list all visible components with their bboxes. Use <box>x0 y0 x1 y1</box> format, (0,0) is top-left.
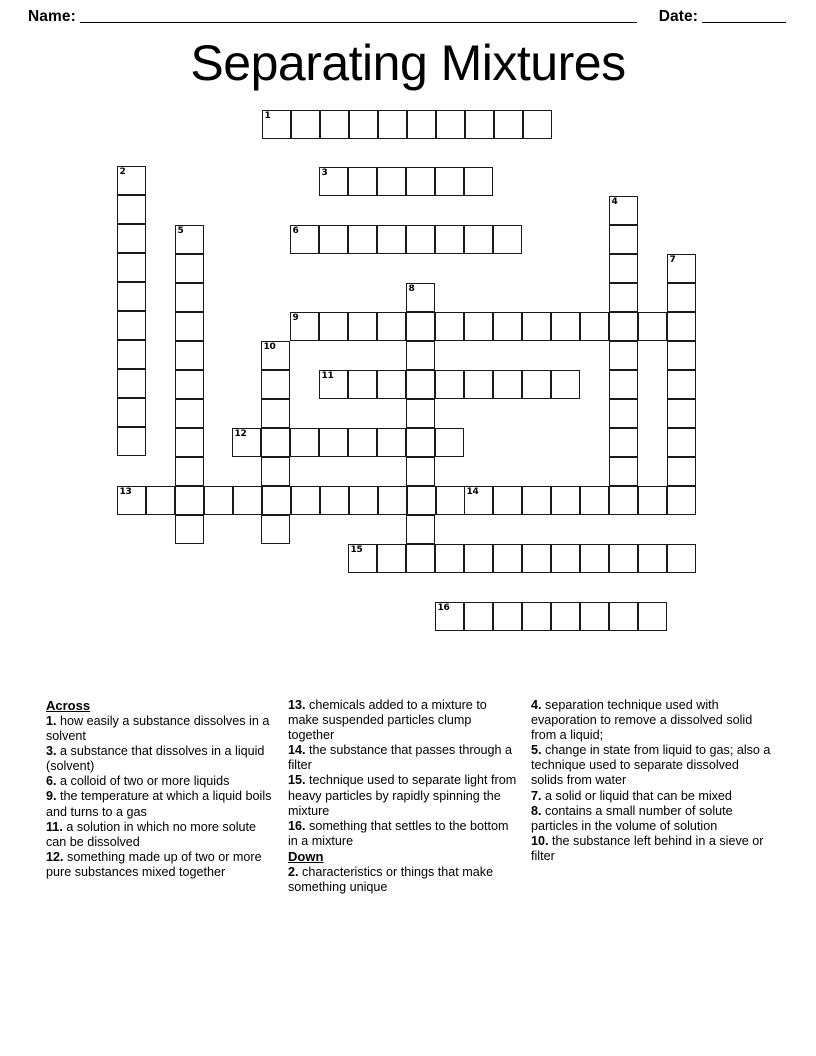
crossword-cell[interactable] <box>175 428 204 457</box>
crossword-cell[interactable] <box>493 486 522 515</box>
crossword-cell[interactable] <box>435 225 464 254</box>
crossword-cell[interactable] <box>290 225 319 254</box>
clue-item <box>531 804 772 834</box>
crossword-cell[interactable] <box>377 225 406 254</box>
crossword-cell[interactable] <box>464 225 493 254</box>
clue-item <box>531 834 772 864</box>
crossword-cell[interactable] <box>290 428 319 457</box>
crossword-cell[interactable] <box>522 312 551 341</box>
clue-number: 11. <box>46 819 67 834</box>
crossword-clue-number: 16 <box>437 603 450 613</box>
crossword-cell[interactable] <box>493 225 522 254</box>
crossword-cell[interactable] <box>580 312 609 341</box>
clue-number: 3. <box>46 744 61 759</box>
crossword-cell[interactable] <box>348 225 377 254</box>
crossword-cell[interactable] <box>175 370 204 399</box>
crossword-cell[interactable] <box>117 340 146 369</box>
crossword-clue-number: 3 <box>321 168 328 178</box>
crossword-cell[interactable] <box>348 428 377 457</box>
crossword-cell[interactable] <box>291 110 320 139</box>
crossword-cell[interactable] <box>406 312 435 341</box>
clue-number: 5. <box>531 743 546 758</box>
clue-number: 7. <box>531 788 546 803</box>
crossword-cell[interactable] <box>117 398 146 427</box>
down-heading: Down <box>288 848 324 864</box>
crossword-cell[interactable] <box>290 312 319 341</box>
crossword-cell[interactable] <box>580 544 609 573</box>
crossword-cell[interactable] <box>349 110 378 139</box>
crossword-cell[interactable] <box>551 486 580 515</box>
crossword-cell[interactable] <box>464 544 493 573</box>
clue-text: separation technique used with evaporation to remove a dissolved solid from a liquid; <box>531 698 753 743</box>
crossword-clue-number: 13 <box>119 487 132 497</box>
clue-number: 2. <box>288 864 303 879</box>
clue-item <box>46 850 278 880</box>
crossword-cell[interactable] <box>117 486 146 515</box>
crossword-cell[interactable] <box>406 515 435 544</box>
crossword-cell[interactable] <box>175 341 204 370</box>
crossword-cell[interactable] <box>609 457 638 486</box>
crossword-cell[interactable] <box>117 311 146 340</box>
crossword-cell[interactable] <box>638 602 667 631</box>
crossword-cell[interactable] <box>523 110 552 139</box>
crossword-clue-number: 14 <box>466 487 479 497</box>
crossword-cell[interactable] <box>609 196 638 225</box>
clue-number: 10. <box>531 833 553 848</box>
crossword-cell[interactable] <box>204 486 233 515</box>
clue-item <box>531 789 772 804</box>
crossword-cell[interactable] <box>667 341 696 370</box>
crossword-cell[interactable] <box>551 312 580 341</box>
crossword-cell[interactable] <box>406 341 435 370</box>
crossword-cell[interactable] <box>378 110 407 139</box>
crossword-cell[interactable] <box>638 312 667 341</box>
clue-number: 8. <box>531 803 546 818</box>
crossword-cell[interactable] <box>377 312 406 341</box>
crossword-clue-number: 12 <box>234 429 247 439</box>
crossword-cell[interactable] <box>291 486 320 515</box>
crossword-cell[interactable] <box>319 428 348 457</box>
crossword-clue-number: 4 <box>611 197 618 207</box>
clue-number: 12. <box>46 849 68 864</box>
crossword-cell[interactable] <box>667 399 696 428</box>
crossword-cell[interactable] <box>378 486 407 515</box>
date-label: Date: <box>658 8 698 25</box>
crossword-cell[interactable] <box>117 166 146 195</box>
clue-text: the substance that passes through a filter <box>288 743 513 773</box>
clue-text: chemicals added to a mixture to make suspended particles clump together <box>288 698 487 743</box>
clue-item <box>46 714 278 744</box>
crossword-cell[interactable] <box>117 427 146 456</box>
crossword-clue-number: 5 <box>177 226 184 236</box>
crossword-cell[interactable] <box>435 544 464 573</box>
crossword-clue-number: 7 <box>669 255 676 265</box>
clue-column-3 <box>531 698 772 864</box>
clue-item <box>288 865 521 895</box>
clue-number: 9. <box>46 789 61 804</box>
clue-text: something that settles to the bottom in a mixture <box>288 818 509 848</box>
crossword-cell[interactable] <box>609 399 638 428</box>
crossword-cell[interactable] <box>406 428 435 457</box>
clue-item <box>46 820 278 850</box>
crossword-cell[interactable] <box>667 254 696 283</box>
crossword-clue-number: 11 <box>321 371 334 381</box>
crossword-cell[interactable] <box>464 602 493 631</box>
crossword-cell[interactable] <box>406 370 435 399</box>
crossword-cell[interactable] <box>377 544 406 573</box>
clue-text: contains a small number of solute particles in the volume of solution <box>531 803 733 833</box>
crossword-cell[interactable] <box>522 544 551 573</box>
crossword-cell[interactable] <box>609 428 638 457</box>
crossword-clue-number: 15 <box>350 545 363 555</box>
clue-item <box>46 744 278 774</box>
crossword-cell[interactable] <box>407 486 436 515</box>
crossword-cell[interactable] <box>348 544 377 573</box>
crossword-cell[interactable] <box>261 399 290 428</box>
crossword-cell[interactable] <box>319 370 348 399</box>
crossword-cell[interactable] <box>319 167 348 196</box>
clue-item <box>288 743 521 773</box>
crossword-cell[interactable] <box>667 428 696 457</box>
clue-number: 4. <box>531 698 546 712</box>
crossword-clue-number: 10 <box>263 342 276 352</box>
crossword-cell[interactable] <box>175 486 204 515</box>
crossword-cell[interactable] <box>609 254 638 283</box>
crossword-cell[interactable] <box>377 370 406 399</box>
crossword-cell[interactable] <box>349 486 378 515</box>
clue-text: technique used to separate light from heavy particles by rapidly spinning the mixture <box>288 773 517 818</box>
crossword-cell[interactable] <box>406 399 435 428</box>
crossword-cell[interactable] <box>175 225 204 254</box>
crossword-clue-number: 9 <box>292 313 299 323</box>
clue-text: something made up of two or more pure substances mixed together <box>46 849 262 879</box>
clue-number: 1. <box>46 714 61 728</box>
crossword-cell[interactable] <box>117 369 146 398</box>
crossword-cell[interactable] <box>464 486 493 515</box>
crossword-cell[interactable] <box>522 370 551 399</box>
crossword-cell[interactable] <box>435 370 464 399</box>
crossword-cell[interactable] <box>319 312 348 341</box>
crossword-cell[interactable] <box>638 486 667 515</box>
crossword-cell[interactable] <box>465 110 494 139</box>
crossword-cell[interactable] <box>233 486 262 515</box>
crossword-cell[interactable] <box>117 224 146 253</box>
crossword-cell[interactable] <box>667 283 696 312</box>
crossword-cell[interactable] <box>377 167 406 196</box>
clue-text: characteristics or things that make something unique <box>288 864 494 895</box>
crossword-cell[interactable] <box>493 602 522 631</box>
crossword-cell[interactable] <box>175 399 204 428</box>
crossword-cell[interactable] <box>667 486 696 515</box>
crossword-cell[interactable] <box>435 167 464 196</box>
clue-text: change in state from liquid to gas; also a technique used to separate dissolved solids from water <box>531 743 771 788</box>
crossword-cell[interactable] <box>551 370 580 399</box>
clue-item <box>531 698 772 743</box>
clue-item <box>46 789 278 819</box>
crossword-cell[interactable] <box>407 110 436 139</box>
clue-column-2 <box>288 698 531 895</box>
clue-number: 14. <box>288 743 310 758</box>
crossword-cell[interactable] <box>580 602 609 631</box>
clue-item <box>288 819 521 849</box>
crossword-cell[interactable] <box>493 312 522 341</box>
crossword-cell[interactable] <box>175 254 204 283</box>
clue-text: a colloid of two or more liquids <box>60 774 230 789</box>
crossword-cell[interactable] <box>493 370 522 399</box>
clue-item <box>288 698 521 743</box>
crossword-cell[interactable] <box>609 283 638 312</box>
crossword-cell[interactable] <box>261 457 290 486</box>
crossword-cell[interactable] <box>464 312 493 341</box>
crossword-cell[interactable] <box>320 110 349 139</box>
crossword-cell[interactable] <box>232 428 261 457</box>
crossword-cell[interactable] <box>436 486 465 515</box>
clue-text: a substance that dissolves in a liquid (solvent) <box>46 744 265 774</box>
crossword-clue-number: 1 <box>264 111 271 121</box>
page-title: Separating Mixtures <box>190 35 626 91</box>
crossword-cell[interactable] <box>175 312 204 341</box>
crossword-cell[interactable] <box>348 167 377 196</box>
crossword-cell[interactable] <box>406 457 435 486</box>
crossword-cell[interactable] <box>262 110 291 139</box>
crossword-cell[interactable] <box>609 312 638 341</box>
crossword-clue-number: 6 <box>292 226 299 236</box>
clue-item <box>288 773 521 818</box>
crossword-cell[interactable] <box>494 110 523 139</box>
crossword-cell[interactable] <box>551 544 580 573</box>
clue-number: 6. <box>46 774 61 789</box>
clue-number: 13. <box>288 698 310 712</box>
crossword-cell[interactable] <box>406 544 435 573</box>
across-heading: Across <box>46 698 91 713</box>
crossword-cell[interactable] <box>406 225 435 254</box>
crossword-cell[interactable] <box>464 370 493 399</box>
crossword-cell[interactable] <box>261 341 290 370</box>
crossword-cell[interactable] <box>319 225 348 254</box>
crossword-clue-number: 2 <box>119 167 126 177</box>
crossword-cell[interactable] <box>551 602 580 631</box>
crossword-cell[interactable] <box>117 253 146 282</box>
clue-item <box>531 743 772 788</box>
crossword-cell[interactable] <box>146 486 175 515</box>
crossword-cell[interactable] <box>348 370 377 399</box>
crossword-cell[interactable] <box>175 457 204 486</box>
crossword-cell[interactable] <box>638 544 667 573</box>
crossword-cell[interactable] <box>175 515 204 544</box>
crossword-cell[interactable] <box>667 457 696 486</box>
crossword-cell[interactable] <box>609 602 638 631</box>
crossword-cell[interactable] <box>435 428 464 457</box>
crossword-cell[interactable] <box>406 283 435 312</box>
crossword-cell[interactable] <box>667 312 696 341</box>
crossword-cell[interactable] <box>261 370 290 399</box>
crossword-cell[interactable] <box>609 544 638 573</box>
crossword-cell[interactable] <box>580 486 609 515</box>
clue-list <box>46 698 772 938</box>
crossword-cell[interactable] <box>464 167 493 196</box>
clue-text: the substance left behind in a sieve or filter <box>531 833 764 863</box>
crossword-cell[interactable] <box>667 544 696 573</box>
crossword-cell[interactable] <box>609 370 638 399</box>
crossword-cell[interactable] <box>262 486 291 515</box>
clue-number: 15. <box>288 773 310 788</box>
clue-number: 16. <box>288 818 310 833</box>
crossword-cell[interactable] <box>117 195 146 224</box>
crossword-cell[interactable] <box>667 370 696 399</box>
clue-text: how easily a substance dissolves in a solvent <box>46 714 270 744</box>
crossword-cell[interactable] <box>493 544 522 573</box>
crossword-cell[interactable] <box>175 283 204 312</box>
clue-text: a solution in which no more solute can be dissolved <box>46 819 257 849</box>
crossword-cell[interactable] <box>117 282 146 311</box>
crossword-cell[interactable] <box>377 428 406 457</box>
crossword-cell[interactable] <box>522 486 551 515</box>
crossword-cell[interactable] <box>406 167 435 196</box>
clue-column-1 <box>46 698 288 880</box>
clue-item <box>46 774 278 789</box>
clue-text: the temperature at which a liquid boils and turns to a gas <box>46 789 272 819</box>
crossword-clue-number: 8 <box>408 284 415 294</box>
crossword-cell[interactable] <box>609 486 638 515</box>
crossword-cell[interactable] <box>436 110 465 139</box>
clue-text: a solid or liquid that can be mixed <box>545 788 732 803</box>
crossword-cell[interactable] <box>609 225 638 254</box>
crossword-cell[interactable] <box>435 602 464 631</box>
crossword-cell[interactable] <box>348 312 377 341</box>
crossword-cell[interactable] <box>522 602 551 631</box>
crossword-cell[interactable] <box>261 515 290 544</box>
crossword-cell[interactable] <box>261 428 290 457</box>
name-label: Name: <box>28 8 76 25</box>
crossword-cell[interactable] <box>320 486 349 515</box>
crossword-cell[interactable] <box>435 312 464 341</box>
crossword-cell[interactable] <box>609 341 638 370</box>
